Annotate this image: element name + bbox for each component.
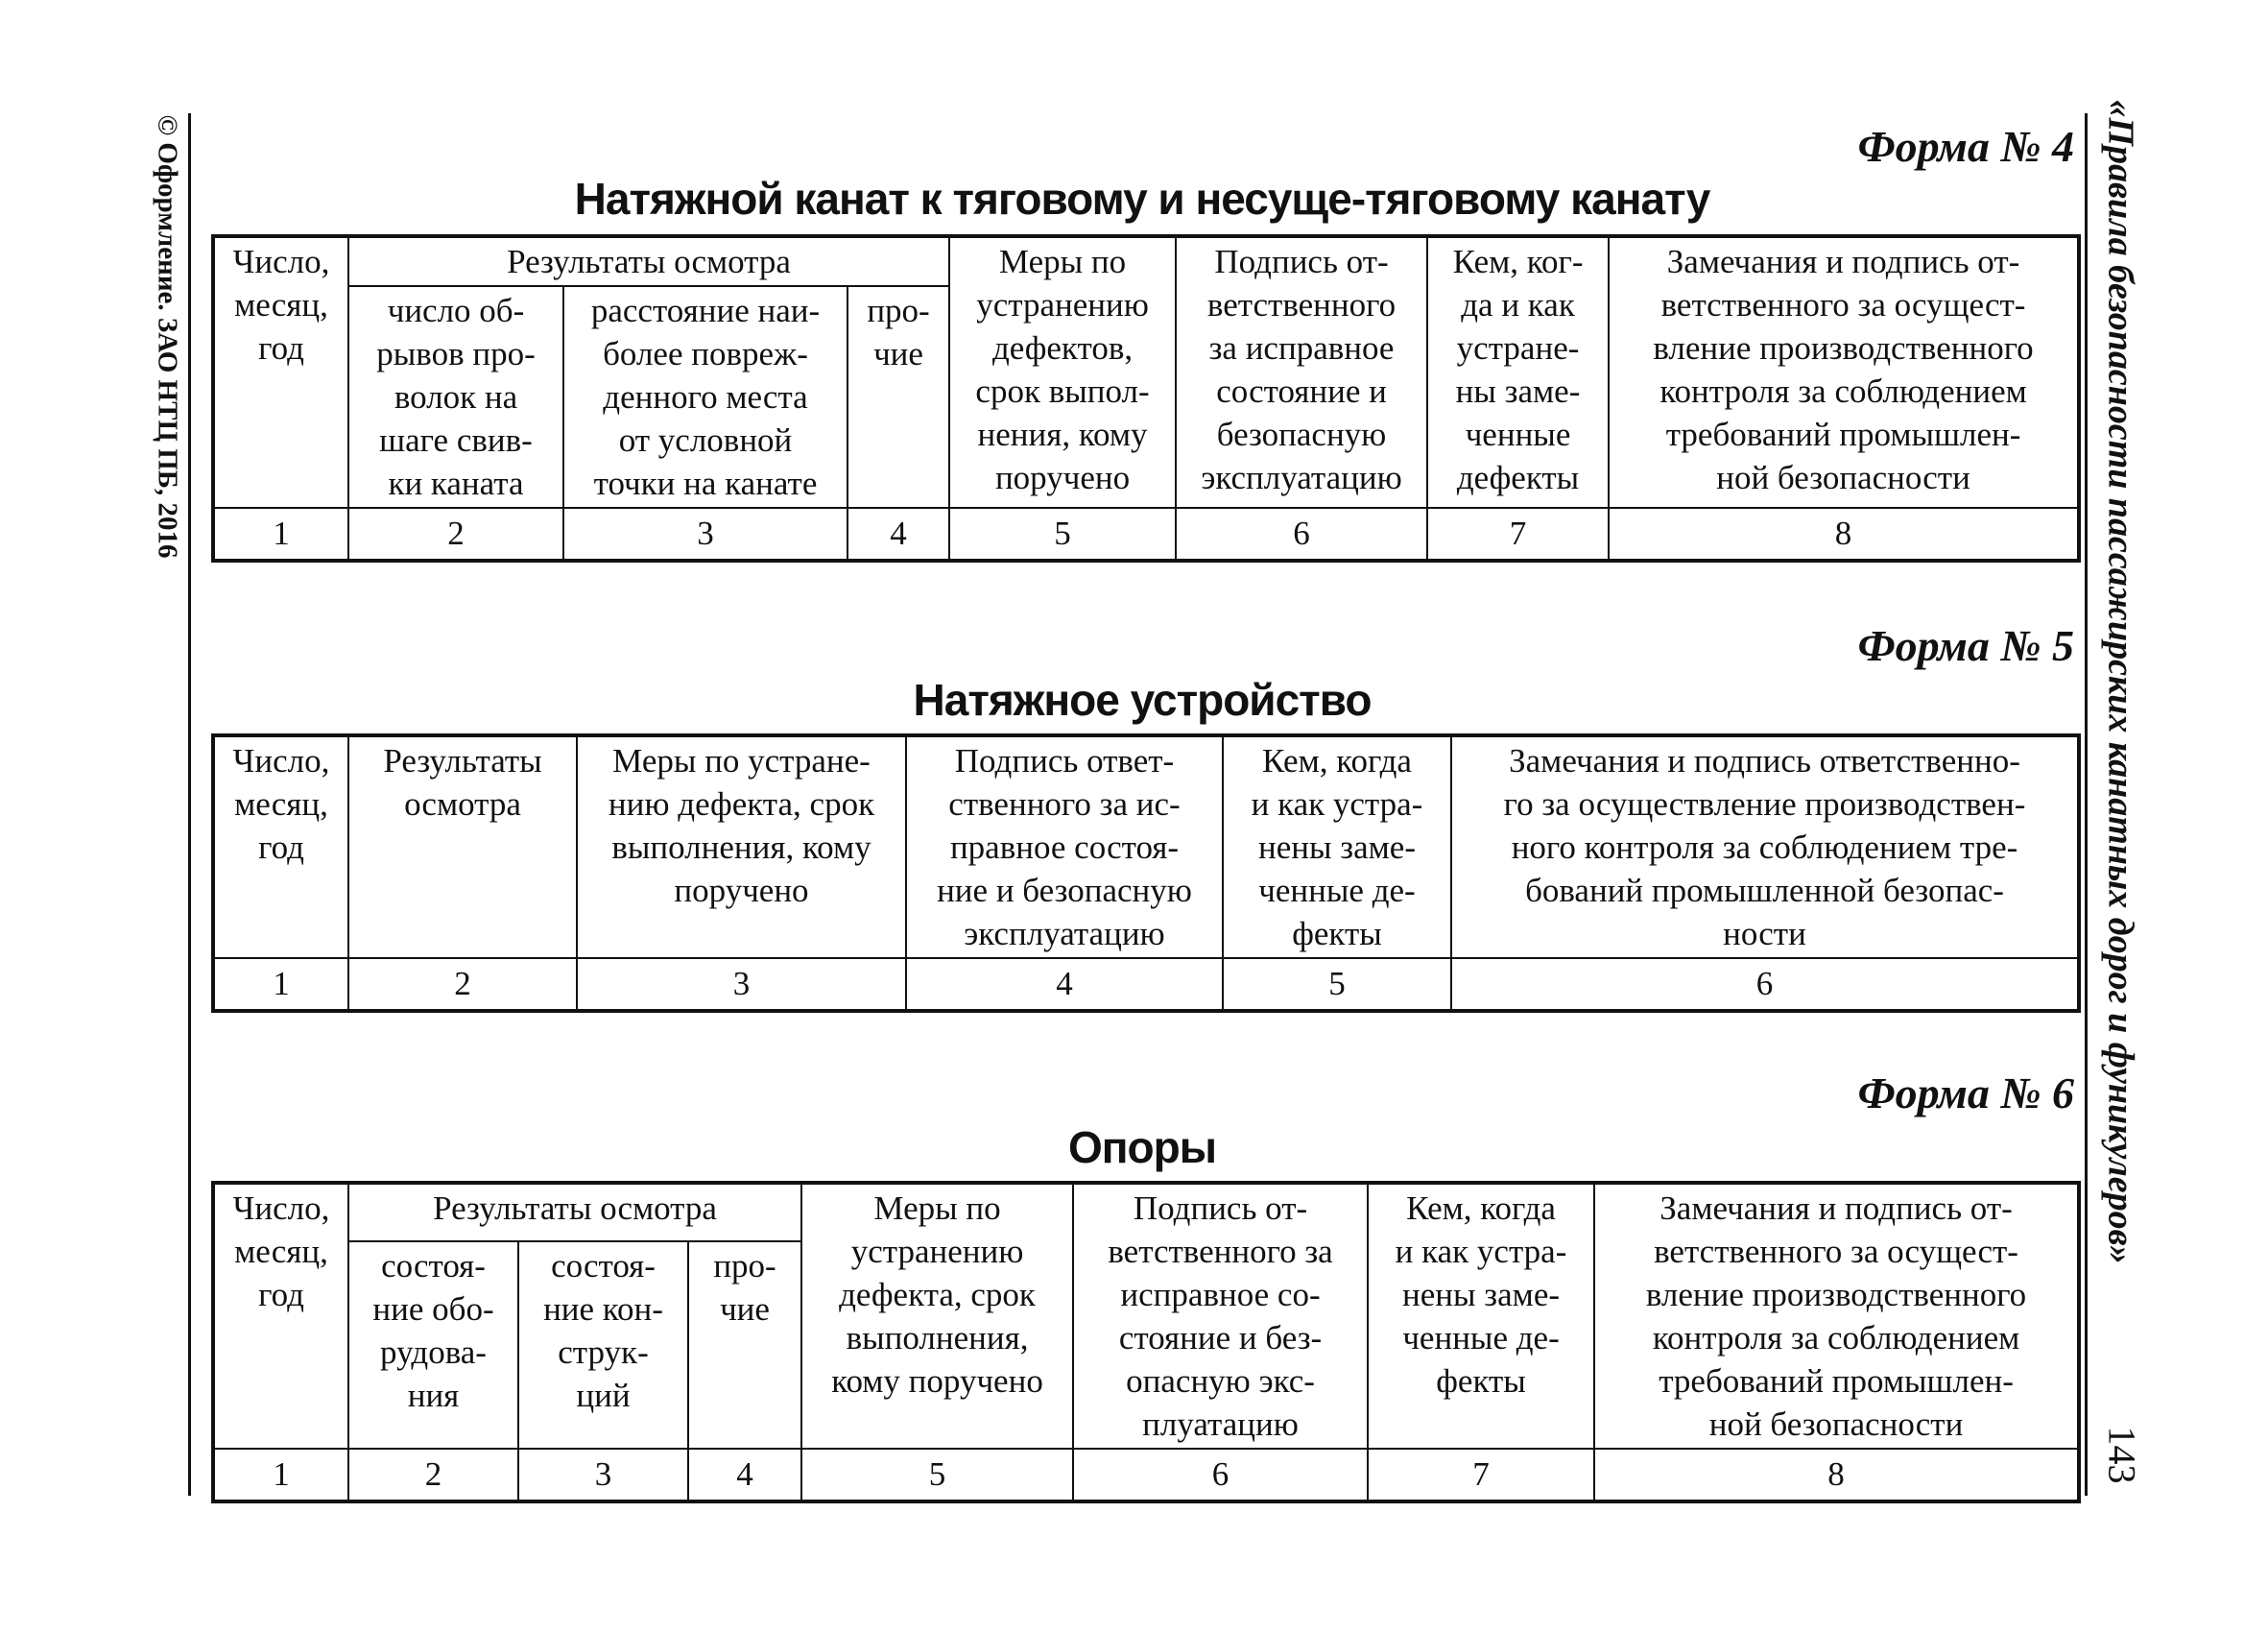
form4-header-distance: расстояние наи- более повреж- денного места от условной точки на канате (563, 286, 848, 508)
form5-header-fixed: Кем, когда и как устра- нены заме- ченные де- фекты (1223, 735, 1451, 958)
form6-header-measures: Меры по устранению дефекта, срок выполнения, кому поручено (801, 1183, 1073, 1449)
form4-header-broken-wires: число об- рывов про- волок на шаге свив- ки каната (348, 286, 563, 508)
form4-title: Натяжной канат к тяговому и несуще-тяговому канату (574, 174, 1710, 224)
form4-col-number: 8 (1609, 508, 2079, 561)
form4-header-date: Число, месяц, год (213, 236, 348, 508)
form6-header-date: Число, месяц, год (213, 1183, 348, 1449)
page-number-text: 143 (2100, 1426, 2144, 1483)
form4-col-number: 5 (949, 508, 1176, 561)
form6-label: Форма № 6 (1857, 1069, 2074, 1117)
form5-number-row (213, 958, 2079, 1011)
form6-header-structures: состоя- ние кон- струк- ций (518, 1241, 688, 1449)
left-margin-rule (188, 113, 191, 1496)
form5-title: Натяжное устройство (913, 675, 1372, 725)
form6-col-number: 5 (801, 1449, 1073, 1501)
form6-col-number: 7 (1368, 1449, 1594, 1501)
copyright-text: © Оформление. ЗАО НТЦ ПБ, 2016 (152, 114, 183, 558)
book-title-text: «Правила безопасности пассажирских канатных дорог и фуникулеров» (2101, 99, 2141, 1264)
form5-header-remarks: Замечания и подпись ответственно- го за осуществление производствен- ного контроля за соблюдением тре- бований промышленной безопас- ности (1451, 735, 2079, 958)
form6-col-number: 3 (518, 1449, 688, 1501)
form4-number-row (213, 508, 2079, 561)
form4-col-number: 3 (563, 508, 848, 561)
form5-col-number: 5 (1223, 958, 1451, 1011)
form6-col-number: 1 (213, 1449, 348, 1501)
form4-col-number: 2 (348, 508, 563, 561)
form6-header-results: Результаты осмотра (348, 1183, 801, 1241)
form5-header-measures: Меры по устране- нию дефекта, срок выполнения, кому поручено (577, 735, 906, 958)
form6-title: Опоры (1067, 1122, 1217, 1172)
form6-table (211, 1181, 2081, 1503)
form5-header-date: Число, месяц, год (213, 735, 348, 958)
form5-col-number: 4 (906, 958, 1223, 1011)
form5-label: Форма № 5 (1857, 621, 2074, 670)
form4-header-remarks: Замечания и подпись от- ветственного за осущест- вление производственного контроля за соблюдением требований промышлен- ной безопасности (1609, 236, 2079, 508)
form4-col-number: 7 (1427, 508, 1609, 561)
form6-col-number: 4 (688, 1449, 801, 1501)
book-title-margin (2092, 99, 2150, 1264)
form4-label: Форма № 4 (1857, 122, 2074, 171)
form6-header-row (213, 1183, 2079, 1241)
form4-header-row (213, 236, 2079, 286)
form6-header-equipment: состоя- ние обо- рудова- ния (348, 1241, 518, 1449)
form4-table (211, 234, 2081, 563)
form6-header-signature: Подпись от- ветственного за исправное со- стояние и без- опасную экс- плуатацию (1073, 1183, 1368, 1449)
form4-header-signature: Подпись от- ветственного за исправное состояние и безопасную эксплуатацию (1176, 236, 1427, 508)
form4-header-measures: Меры по устранению дефектов, срок выпол- нения, кому поручено (949, 236, 1176, 508)
form5-header-results: Результаты осмотра (348, 735, 577, 958)
form5-table (211, 733, 2081, 1013)
form5-header-signature: Подпись ответ- ственного за ис- правное состоя- ние и безопасную эксплуатацию (906, 735, 1223, 958)
form6-header-remarks: Замечания и подпись от- ветственного за осущест- вление производственного контроля за соблюдением требований промышлен- ной безопасности (1594, 1183, 2079, 1449)
form4-col-number: 1 (213, 508, 348, 561)
form6-header-other: про- чие (688, 1241, 801, 1449)
form4-header-fixed: Кем, ког- да и как устране- ны заме- ченные дефекты (1427, 236, 1609, 508)
form6-col-number: 2 (348, 1449, 518, 1501)
form5-col-number: 1 (213, 958, 348, 1011)
form6-col-number: 6 (1073, 1449, 1368, 1501)
form6-number-row (213, 1449, 2079, 1501)
form6-col-number: 8 (1594, 1449, 2079, 1501)
page-number (2098, 1402, 2146, 1507)
right-margin-rule (2085, 113, 2088, 1496)
form4-header-results: Результаты осмотра (348, 236, 949, 286)
copyright-margin (146, 115, 188, 557)
form5-col-number: 6 (1451, 958, 2079, 1011)
form5-col-number: 3 (577, 958, 906, 1011)
form5-col-number: 2 (348, 958, 577, 1011)
form4-header-other: про- чие (848, 286, 949, 508)
form6-header-fixed: Кем, когда и как устра- нены заме- ченные де- фекты (1368, 1183, 1594, 1449)
form4-col-number: 6 (1176, 508, 1427, 561)
form5-header-row (213, 735, 2079, 958)
form4-col-number: 4 (848, 508, 949, 561)
